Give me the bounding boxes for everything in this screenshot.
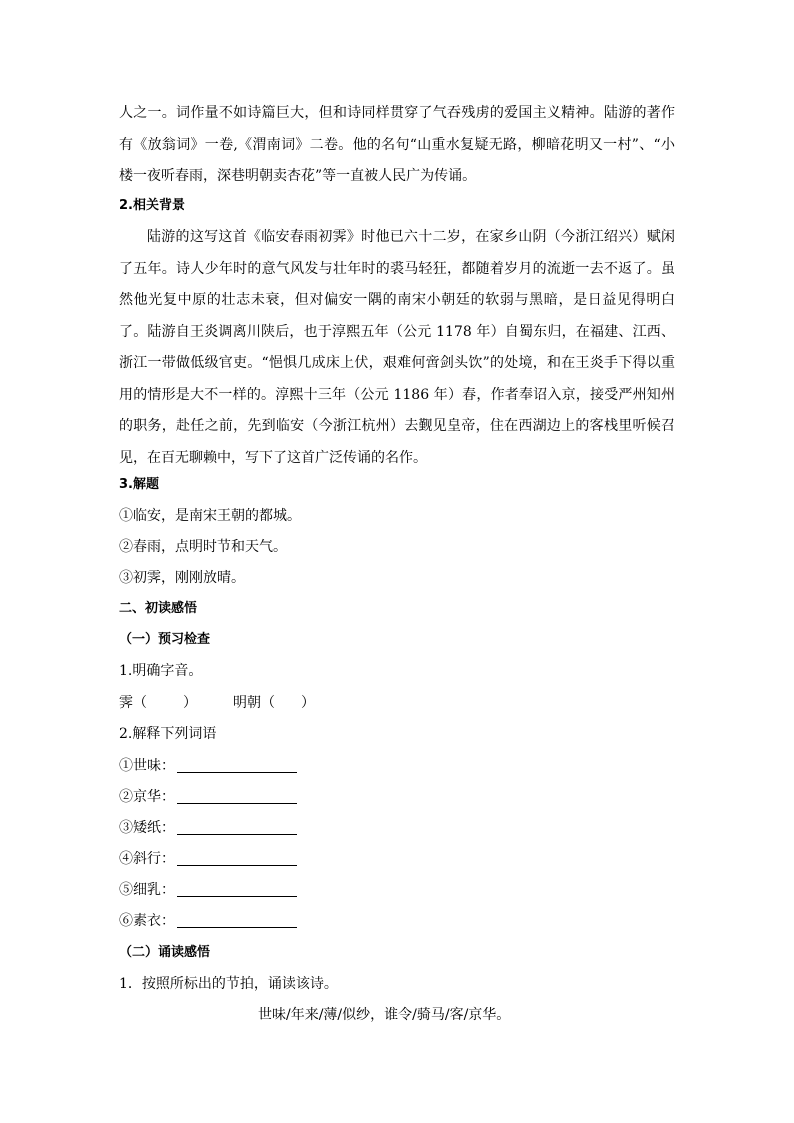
term-label: ③矮纸：	[119, 820, 175, 836]
background-paragraph: 陆游的这写这首《临安春雨初霁》时他已六十二岁，在家乡山阴（今浙江绍兴）赋闲了五年。诗人少年时的意气风发与壮年时的裘马轻狂，都随着岁月的流逝一去不返了。虽然他光复中原的壮志未衰，但对偏安一隅的南宋小朝廷的软弱与黑暗，是日益见得明白了。陆游自王炎调离川陕后，也于淳熙五年（公元 1178 年）自蜀东归，在福建、江西、浙江一带做低级官吏。“悒惧几成床上伏，艰难何啻剑头饮”的处境，和在王炎手下得以重用的情形是大不一样的。淳熙十三年（公元 1186 年）春，作者奉诏入京，接受严州知州的职务，赴任之前，先到临安（今浙江杭州）去觐见皇帝，住在西湖边上的客栈里听候召见，在百无聊赖中，写下了这首广泛传诵的名作。	[119, 229, 675, 466]
explain-item: ②春雨，点明时节和天气。	[119, 539, 287, 555]
term-row	[119, 849, 297, 869]
answer-blank[interactable]	[177, 882, 297, 897]
answer-blank[interactable]	[177, 820, 297, 835]
explain-heading: 3.解题	[119, 477, 159, 492]
background-heading: 2.相关背景	[119, 198, 185, 213]
poem-line: 世味/年来/薄/似纱，谁令/骑马/客/京华。	[258, 1007, 511, 1023]
term-label: ⑤细乳：	[119, 882, 175, 898]
term-row	[119, 756, 297, 776]
term-label: ②京华：	[119, 789, 175, 805]
answer-blank[interactable]	[177, 789, 297, 804]
term-row	[119, 818, 297, 838]
term-row	[119, 787, 297, 807]
question-3: 1．按照所标出的节拍，诵读该诗。	[119, 976, 338, 992]
explain-item: ①临安，是南宋王朝的都城。	[119, 508, 301, 524]
term-row	[119, 911, 297, 931]
answer-blank[interactable]	[177, 758, 297, 773]
intro-paragraph: 人之一。词作量不如诗篇巨大，但和诗同样贯穿了气吞残虏的爱国主义精神。陆游的著作有《放翁词》一卷,《渭南词》二卷。他的名句“山重水复疑无路，柳暗花明又一村”、“小楼一夜听春雨，深巷明朝卖杏花”等一直被人民广为传诵。	[119, 105, 675, 184]
pron-label: 霁（	[119, 695, 147, 711]
subsection-heading: （二）诵读感悟	[119, 945, 211, 960]
explain-item: ③初霁，刚刚放晴。	[119, 570, 245, 586]
term-label: ④斜行：	[119, 851, 175, 867]
term-label: ⑥素衣：	[119, 913, 175, 929]
pron-close: ）	[301, 695, 315, 711]
question-2: 2.解释下列词语	[119, 726, 217, 742]
term-label: ①世味：	[119, 758, 175, 774]
pron-close: ）	[183, 695, 197, 711]
section-heading: 二、初读感悟	[119, 601, 198, 616]
answer-blank[interactable]	[177, 851, 297, 866]
subsection-heading: （一）预习检查	[119, 632, 211, 647]
pron-label: 明朝（	[233, 695, 275, 711]
term-row	[119, 880, 297, 900]
answer-blank[interactable]	[177, 913, 297, 928]
pronunciation-row	[119, 693, 315, 713]
question-1: 1.明确字音。	[119, 663, 203, 679]
